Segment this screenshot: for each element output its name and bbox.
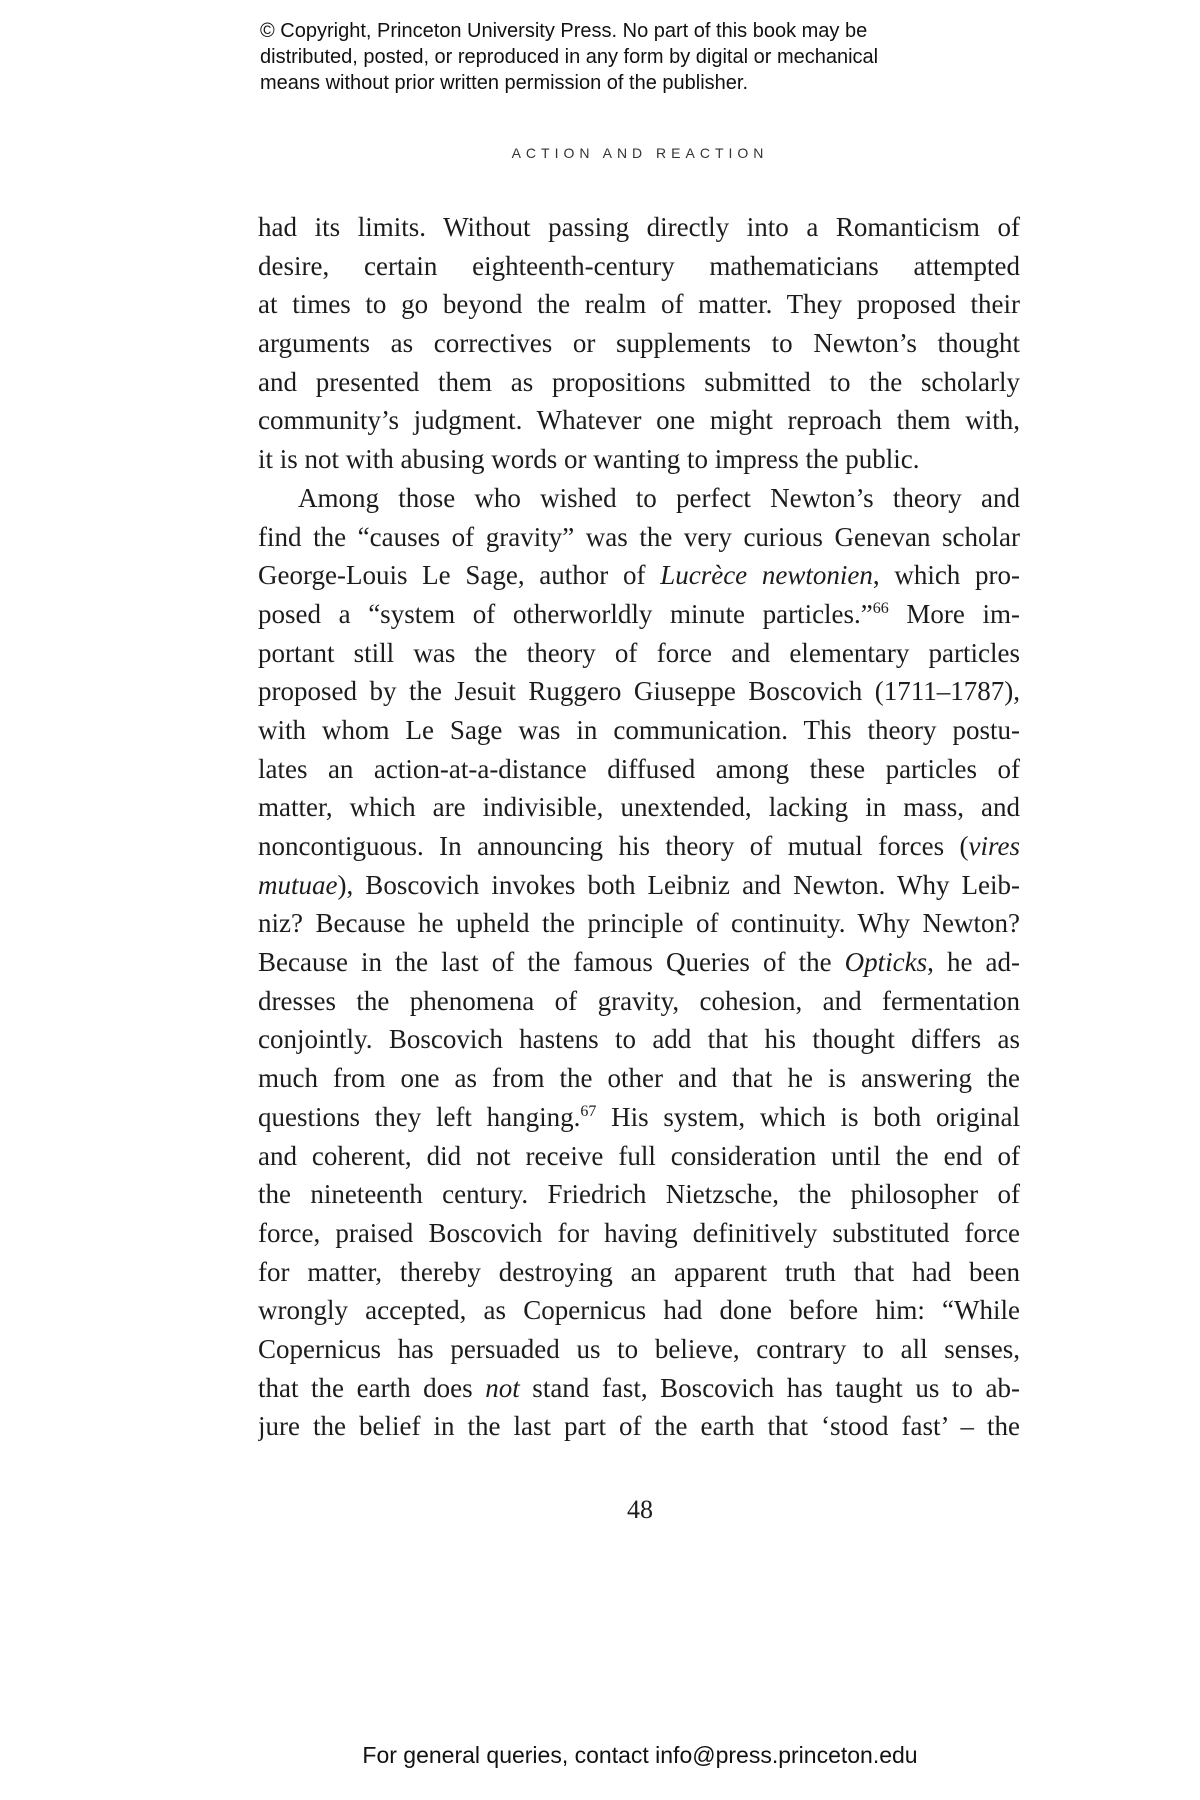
text-segment: with whom Le Sage was in communication. This theory postu- [258,714,1020,745]
text-line [258,1137,1020,1176]
text-segment: desire, certain eighteenth-century mathematicians attempted [258,250,1020,281]
text-segment: proposed by the Jesuit Ruggero Giuseppe Boscovich (1711–1787), [258,676,1020,707]
copyright-line: distributed, posted, or reproduced in any form by digital or mechanical [260,46,879,68]
text-line [258,247,1020,286]
text-segment: that the earth does [258,1372,486,1403]
running-head: ACTION AND REACTION [511,145,769,161]
text-segment: for matter, thereby destroying an apparent truth that had been [258,1256,1020,1287]
text-line [258,1214,1020,1253]
text-segment: questions they left hanging. [258,1101,581,1132]
text-segment: jure the belief in the last part of the earth that ‘stood fast’ – the [258,1411,1020,1442]
text-segment: had its limits. Without passing directly into a Romanticism of [258,212,1020,242]
text-segment: , he ad- [927,947,1020,978]
text-line [258,440,1020,479]
text-segment: arguments as correctives or supplements to Newton’s thought [258,328,1020,359]
footnote-ref: 67 [580,1102,597,1120]
text-line [258,1330,1020,1369]
text-segment: noncontiguous. In announcing his theory of mutual forces ( [258,831,969,861]
text-segment: His system, which is both original [596,1101,1020,1132]
italic-text: not [485,1372,520,1403]
text-segment: it is not with abusing words or wanting to impress the public. [258,444,920,475]
text-line [258,711,1020,750]
text-line [258,1175,1020,1214]
text-line [258,479,1020,518]
text-line [258,363,1020,402]
text-segment: community’s judgment. Whatever one might reproach them with, [258,405,1020,436]
text-line [258,750,1020,789]
text-segment: the nineteenth century. Friedrich Nietzsche, the philosopher of [258,1179,1020,1210]
text-line [258,285,1020,324]
text-segment: portant still was the theory of force and elementary particles [258,637,1020,668]
text-segment: stand fast, Boscovich has taught us to ab- [519,1372,1020,1403]
text-line [258,1291,1020,1330]
italic-text: Lucrèce newtonien [660,560,873,591]
text-line [258,982,1020,1021]
text-line [258,866,1020,905]
text-line [258,1059,1020,1098]
text-line [258,788,1020,827]
text-segment: and coherent, did not receive full consideration until the end of [258,1140,1020,1171]
text-line [258,556,1020,595]
text-segment: find the “causes of gravity” was the very curious Genevan scholar [258,521,1020,552]
italic-text: mutuae [258,869,338,900]
text-line [258,401,1020,440]
page-number: 48 [627,1495,653,1524]
text-line [258,1020,1020,1059]
text-line [258,1098,1020,1137]
text-segment: at times to go beyond the realm of matter. They proposed their [258,289,1020,320]
text-line [258,595,1020,634]
text-line [258,672,1020,711]
text-segment: lates an action-at-a-distance diffused among these particles of [258,753,1020,784]
body-text [258,208,1020,1446]
italic-text: vires [968,831,1020,861]
text-segment: and presented them as propositions submitted to the scholarly [258,366,1020,397]
text-segment: force, praised Boscovich for having definitively substituted force [258,1217,1020,1248]
text-segment: George-Louis Le Sage, author of [258,560,661,591]
text-segment: wrongly accepted, as Copernicus had done before him: “While [258,1295,1020,1326]
footer-contact: For general queries, contact info@press.princeton.edu [362,1742,918,1768]
text-line [258,1369,1020,1408]
copyright-notice [260,18,980,96]
text-segment: matter, which are indivisible, unextended, lacking in mass, and [258,792,1020,823]
text-segment: ), Boscovich invokes both Leibniz and Newton. Why Leib- [337,869,1020,900]
text-line [258,827,1020,866]
text-segment: Because in the last of the famous Queries of the [258,947,845,978]
text-segment: posed a “system of otherworldly minute particles.” [258,598,873,629]
text-line [258,904,1020,943]
text-line [258,518,1020,557]
text-segment: dresses the phenomena of gravity, cohesion, and fermentation [258,985,1020,1016]
italic-text: Opticks [844,947,928,978]
copyright-line: means without prior written permission of the publisher. [260,72,749,94]
text-line [258,324,1020,363]
text-segment: Copernicus has persuaded us to believe, contrary to all senses, [258,1333,1020,1364]
text-segment: , which pro- [872,560,1020,591]
text-line [258,943,1020,982]
footnote-ref: 66 [872,599,889,617]
copyright-line: © Copyright, Princeton University Press. No part of this book may be [260,20,868,42]
text-segment: conjointly. Boscovich hastens to add that his thought differs as [258,1024,1020,1055]
text-segment: niz? Because he upheld the principle of continuity. Why Newton? [258,908,1020,939]
text-line [258,1407,1020,1446]
text-line [258,634,1020,673]
text-segment: much from one as from the other and that he is answering the [258,1063,1020,1094]
text-line [258,1253,1020,1292]
text-segment: More im- [888,598,1020,629]
text-line [258,208,1020,247]
text-segment: Among those who wished to perfect Newton’s theory and [298,482,1020,513]
